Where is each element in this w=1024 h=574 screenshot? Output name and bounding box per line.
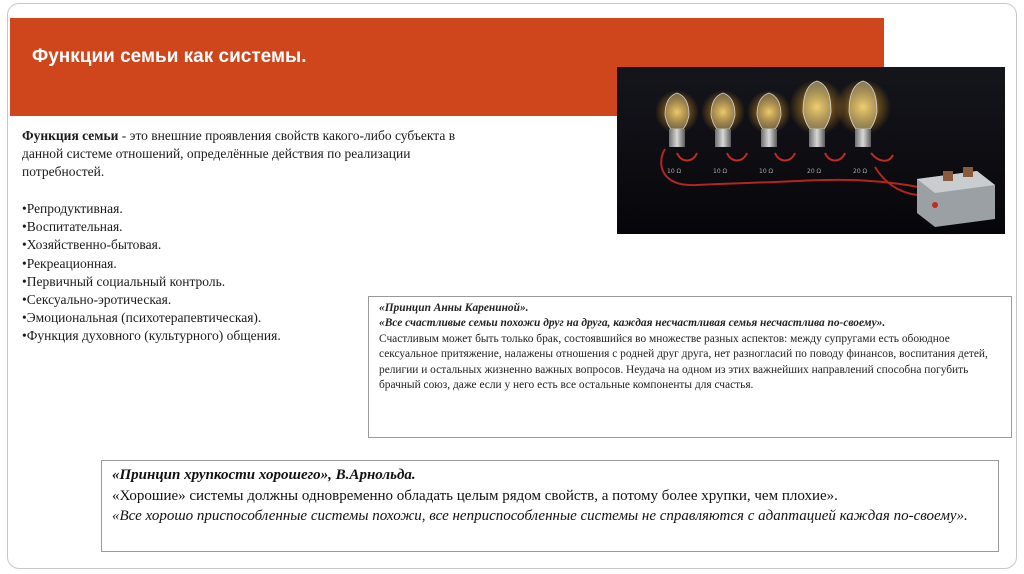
definition-text: - это внешние проявления свойств какого-либо субъекта в данной системе отношений, определённые действия по реализации потребностей. xyxy=(22,128,456,179)
slide-title: Функции семьи как системы. xyxy=(32,46,307,67)
fragility-principle-quote: «Все хорошо приспособленные системы похожи, все неприспособленные системы не справляются с адаптацией каждая по-своему». xyxy=(112,508,968,524)
definition-term: Функция семьи xyxy=(22,128,119,143)
anna-principle-text: Счастливым может быть только брак, состоявшийся во множестве разных аспектов: между супругами есть обоюдное сексуальное притяжение, налажены отношения с родней друг друга, нет разногласий по поводу финансов, воспитания детей, религии и остальных жизненно важных вопросов. Неудача на одном из этих важнейших направлений способна погубить брачный союз, даже если у него есть все остальные компоненты для счастья. xyxy=(379,332,988,392)
anna-principle-quote: «Все счастливые семьи похожи друг на друга, каждая несчастливая семья несчастлива по-своему». xyxy=(379,317,886,330)
list-item: • Сексуально-эротическая. xyxy=(22,291,422,309)
anna-karenina-principle-box xyxy=(368,296,1012,438)
list-item: • Хозяйственно-бытовая. xyxy=(22,236,422,254)
family-function-definition xyxy=(22,127,492,181)
list-item: • Рекреационная. xyxy=(22,255,422,273)
family-functions-list xyxy=(22,200,422,346)
fragility-principle-title: «Принцип хрупкости хорошего», В.Арнольда. xyxy=(112,467,416,483)
resistor-label: 20 Ω xyxy=(853,168,868,175)
light-bulbs-illustration xyxy=(617,67,1005,234)
list-item: • Эмоциональная (психотерапевтическая). xyxy=(22,309,422,327)
list-item: • Репродуктивная. xyxy=(22,200,422,218)
fragility-principle-box xyxy=(101,460,999,552)
list-item: • Первичный социальный контроль. xyxy=(22,273,422,291)
resistor-label: 10 Ω xyxy=(667,168,682,175)
resistor-label: 20 Ω xyxy=(807,168,822,175)
fragility-principle-statement: «Хорошие» системы должны одновременно обладать целым рядом свойств, а потому более хрупки, чем плохие». xyxy=(112,487,838,504)
list-item: • Функция духовного (культурного) общения. xyxy=(22,327,422,345)
list-item: • Воспитательная. xyxy=(22,218,422,236)
resistor-label: 10 Ω xyxy=(713,168,728,175)
light-bulbs-photo xyxy=(617,67,1005,234)
anna-principle-title: «Принцип Анны Карениной». xyxy=(379,302,529,314)
resistor-label: 10 Ω xyxy=(759,168,774,175)
